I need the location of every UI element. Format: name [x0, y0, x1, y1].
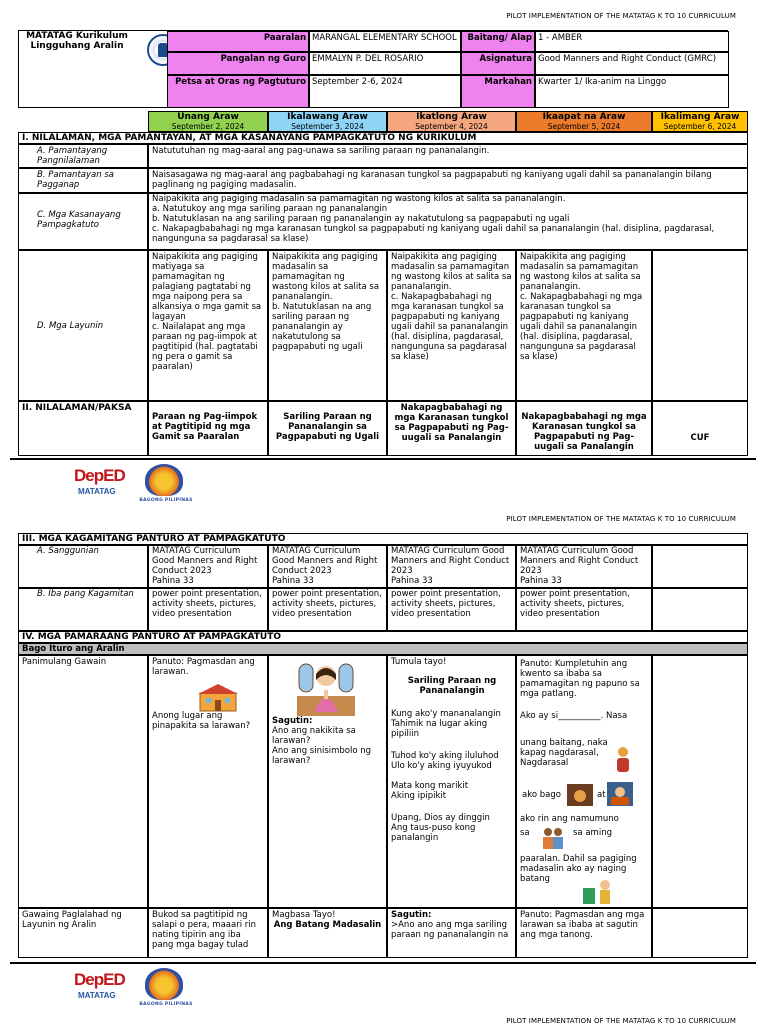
layunin-day-2: Naipakikita ang pagiging madasalin sa pamamagitan ng wastong kilos at salita sa pananalangin. b. Natutuklasan na ang sariling paraan ng pananalangin ay nakatutulong sa pagpapabuti ng ugali — [268, 250, 387, 401]
section-3-title: III. MGA KAGAMITANG PANTURO AT PAMPAGKATUTO — [18, 533, 748, 545]
petsa-value: September 2-6, 2024 — [309, 75, 461, 108]
page-1-divider — [10, 458, 756, 460]
day-date: September 5, 2024 — [547, 122, 621, 131]
panimulang-day-5 — [652, 655, 748, 908]
sagutin-label: Sagutin: — [391, 910, 432, 920]
guro-value: EMMALYN P. DEL ROSARIO — [309, 52, 461, 75]
tula-stanza-1: Kung ako'y mananalangin Tahimik na lugar aking pipiliin — [391, 709, 501, 739]
petsa-label: Petsa at Oras ng Pagtuturo — [167, 75, 309, 108]
kasanayan-line: a. Natutukoy ang mga sariling paraan ng pananalangin — [152, 204, 388, 214]
paksa-day-5: CUF — [652, 401, 748, 456]
kagamitan-day-4: power point presentation, activity sheets, pictures, video presentation — [516, 588, 652, 631]
school-building-icon — [197, 683, 239, 713]
sanggunian-day-4: MATATAG Curriculum Good Manners and Right Conduct 2023 Pahina 33 — [516, 545, 652, 588]
bagong-pilipinas-sun-icon — [145, 968, 183, 1000]
lesson-header — [18, 30, 728, 108]
sagutin-question: >Ano ano ang mga sariling paraan ng pananalangin na — [391, 920, 509, 940]
paaralan-label: Paaralan — [167, 31, 309, 52]
sanggunian-day-5 — [652, 545, 748, 588]
deped-wordmark: DepED — [74, 466, 125, 485]
panimulang-day-2 — [268, 655, 387, 908]
tanong-text: Anong lugar ang pinapakita sa larawan? — [152, 711, 251, 731]
kagamitan-day-3: power point presentation, activity sheets, pictures, video presentation — [387, 588, 516, 631]
asignatura-label: Asignatura — [461, 52, 535, 75]
layunin-day-1: Naipakikita ang pagiging matiyaga sa pamamagitan ng palagiang pagtatabi ng mga naipong pera sa alkansiya o mga gamit sa lagayan c. Nailalapat ang mga paraan ng pag-iimpok at pagtitipid (hal. pagtatabi ng pera o gamit sa paaralan) — [148, 250, 268, 401]
day-header-2 — [268, 111, 387, 132]
sanggunian-label: A. Sanggunian — [18, 545, 148, 588]
sanggunian-day-1: MATATAG Curriculum Good Manners and Right Conduct 2023 Pahina 33 — [148, 545, 268, 588]
panuto-text: Panuto: Pagmasdan ang larawan. — [152, 657, 255, 677]
day-name: Unang Araw — [177, 112, 239, 122]
kwento-line-4: ako rin ang namumuno — [520, 814, 619, 824]
section-2-title: II. NILALAMAN/PAKSA — [18, 401, 148, 456]
paksa-day-4: Nakapagbabahagi ng mga Karanasan tungkol sa Pagpapabuti ng Pag-uugali sa Panalangin — [516, 401, 652, 456]
layunin-day-4: Naipakikita ang pagiging madasalin sa pamamagitan ng wastong kilos at salita sa pananalangin. c. Nakapagbabahagi ng mga karanasan tungkol sa pagpapabuti ng kaniyang ugali dahil sa pananalangin (hal. disiplina, pagdarasal, nangunguna sa pagdarasal sa klase) — [516, 250, 652, 401]
panuto-text: Panuto: Kumpletuhin ang kwento sa ibaba sa pamamagitan ng papuno sa mga patlang. — [520, 659, 640, 699]
section-4-title: IV. MGA PAMARAANG PANTURO AT PAMPAGKATUTO — [18, 631, 748, 643]
panimulang-day-3 — [387, 655, 516, 908]
layunin-day-5 — [652, 250, 748, 401]
kasanayang-pampagkatuto-label: C. Mga Kasanayang Pampagkatuto — [18, 193, 148, 250]
kwento-line-2: unang baitang, naka kapag nagdarasal, Nagdarasal — [520, 738, 608, 768]
pamantayang-pangnilalaman-text: Natututuhan ng mag-aaral ang pag-unawa sa sariling paraan ng pananalangin. — [148, 144, 748, 168]
baitang-label: Baitang/ Alap — [461, 31, 535, 52]
kagamitan-day-2: power point presentation, activity sheets, pictures, video presentation — [268, 588, 387, 631]
paglalahad-day-3 — [387, 908, 516, 958]
kwento-at: at — [597, 790, 606, 800]
day-name: Ikalimang Araw — [660, 112, 740, 122]
gawaing-paglalahad-label: Gawaing Paglalahad ng Layunin ng Aralin — [18, 908, 148, 958]
kwento-ako-bago: ako bago — [522, 790, 561, 800]
matatag-wordmark: MATATAG — [78, 487, 116, 496]
tula-stanza-3: Mata kong marikit Aking ipipikit — [391, 781, 469, 801]
tula-intro: Tumula tayo! — [391, 657, 447, 667]
paglalahad-day-4: Panuto: Pagmasdan ang mga larawan sa ibaba at sagutin ang mga tanong. — [516, 908, 652, 958]
baitang-value: 1 - AMBER — [535, 31, 729, 52]
paaralan-value: MARANGAL ELEMENTARY SCHOOL — [309, 31, 461, 52]
paglalahad-day-5 — [652, 908, 748, 958]
tula-stanza-2: Tuhod ko'y aking iluluhod Ulo ko'y aking iyuyukod — [391, 751, 499, 771]
pamantayang-pangnilalaman-label: A. Pamantayang Pangnilalaman — [18, 144, 148, 168]
kasanayang-pampagkatuto-text — [148, 193, 748, 250]
tula-stanza-4: Upang, Dios ay dinggin Ang taus-puso kong panalangin — [391, 813, 490, 843]
day-name: Ikatlong Araw — [416, 112, 487, 122]
mga-layunin-label: D. Mga Layunin — [18, 250, 148, 401]
bago-ituro-bar: Bago Ituro ang Aralin — [18, 643, 748, 655]
bagong-pilipinas-sun-icon — [145, 464, 183, 496]
child-trash-bin-icon — [581, 878, 615, 906]
paksa-day-2: Sariling Paraan ng Pananalangin sa Pagpapabuti ng Ugali — [268, 401, 387, 456]
iba-pang-kagamitan-label: B. Iba pang Kagamitan — [18, 588, 148, 631]
pilot-implementation-text: PILOT IMPLEMENTATION OF THE MATATAG K TO 10 CURRICULUM — [506, 515, 736, 523]
layunin-day-3: Naipakikita ang pagiging madasalin sa pamamagitan ng wastong kilos at salita sa pananalangin. c. Nakapagbabahagi ng mga karanasan tungkol sa pagpapabuti ng kaniyang ugali dahil sa pananalangin (hal. disiplina, pagdarasal, nangunguna sa pagdarasal sa klase) — [387, 250, 516, 401]
kasanayan-line: c. Nakapagbabahagi ng mga karanasan tungkol sa pagpapabuti ng kaniyang ugali dahil sa pananalangin (hal. disiplina, pagdarasal, nangunguna sa pagdarasal sa klase) — [152, 224, 715, 244]
paksa-day-1: Paraan ng Pag-iimpok at Pagtitipid ng mga Gamit sa Paaralan — [148, 401, 268, 456]
class-prayer-icon — [541, 826, 565, 850]
kasanayan-line: b. Natutuklasan na ang sariling paraan ng pananalangin ay nakatutulong sa pagpapabuti ng ugali — [152, 214, 570, 224]
kagamitan-day-5 — [652, 588, 748, 631]
tula-title: Sariling Paraan ng Pananalangin — [407, 676, 497, 696]
bagong-pilipinas-logo — [131, 462, 201, 508]
pamantayan-sa-pagganap-text: Naisasagawa ng mag-aaral ang pagbabahagi ng karanasan tungkol sa pagpapabuti ng kaniyang ugali dahil sa pananalangin bilang paglinang ng pagiging madasalin. — [148, 168, 748, 193]
child-praying-small-icon — [613, 746, 633, 774]
deped-wordmark: DepED — [74, 970, 125, 989]
sanggunian-day-2: MATATAG Curriculum Good Manners and Right Conduct 2023 Pahina 33 — [268, 545, 387, 588]
day-header-5 — [652, 111, 748, 132]
matatag-wordmark: MATATAG — [78, 991, 116, 1000]
paglalahad-day-1: Bukod sa pagtitipid ng salapi o pera, maaari rin nating tipirin ang iba pang mga bagay tulad — [148, 908, 268, 958]
kwento-line-6: paaralan. Dahil sa pagiging madasalin ako ay naging batang — [520, 854, 637, 884]
day-date: September 4, 2024 — [415, 122, 488, 131]
day-date: September 2, 2024 — [171, 122, 245, 131]
section-1-title: I. NILALAMAN, MGA PAMANTAYAN, AT MGA KASANAYANG PAMPAGKATUTO NG KURIKULUM — [18, 132, 748, 144]
panimulang-gawain-label: Panimulang Gawain — [18, 655, 148, 908]
page-2-divider — [10, 962, 756, 964]
day-header-3 — [387, 111, 516, 132]
asignatura-value: Good Manners and Right Conduct (GMRC) — [535, 52, 729, 75]
pilot-implementation-text: PILOT IMPLEMENTATION OF THE MATATAG K TO 10 CURRICULUM — [506, 12, 736, 20]
panimulang-day-1 — [148, 655, 268, 908]
paksa-day-3: Nakapagbabahagi ng mga Karanasan tungkol sa Pagpapabuti ng Pag-uugali sa Panalangin — [387, 401, 516, 456]
bagong-pilipinas-text: BAGONG PILIPINAS — [139, 498, 193, 503]
kwento-sa-aming: sa aming — [573, 828, 612, 838]
praying-child-icon — [297, 660, 355, 716]
batang-madasalin-title: Ang Batang Madasalin — [273, 920, 382, 930]
magbasa-tayo-text: Magbasa Tayo! — [272, 910, 336, 920]
kasanayan-line: Naipakikita ang pagiging madasalin sa pamamagitan ng wastong kilos at salita sa pananalangin. — [152, 194, 566, 204]
panimulang-day-4 — [516, 655, 652, 908]
day-name: Ikaapat na Araw — [542, 112, 626, 122]
bagong-pilipinas-text: BAGONG PILIPINAS — [139, 1002, 193, 1007]
day-name: Ikalawang Araw — [287, 112, 368, 122]
kagamitan-day-1: power point presentation, activity sheets, pictures, video presentation — [148, 588, 268, 631]
paglalahad-day-2 — [268, 908, 387, 958]
sagutin-label: Sagutin: — [272, 716, 313, 726]
bagong-pilipinas-logo — [131, 966, 201, 1012]
day-header-4 — [516, 111, 652, 132]
sagutin-questions: Ano ang nakikita sa larawan? Ano ang sinisimbolo ng larawan? — [272, 726, 372, 766]
guro-label: Pangalan ng Guro — [167, 52, 309, 75]
bedtime-picture-icon — [607, 782, 633, 806]
day-date: September 6, 2024 — [663, 122, 737, 131]
markahan-label: Markahan — [461, 75, 535, 108]
markahan-value: Kwarter 1/ Ika-anim na Linggo — [535, 75, 729, 108]
pilot-implementation-text: PILOT IMPLEMENTATION OF THE MATATAG K TO 10 CURRICULUM — [506, 1017, 736, 1025]
pamantayan-sa-pagganap-label: B. Pamantayan sa Pagganap — [18, 168, 148, 193]
day-header-1 — [148, 111, 268, 132]
sanggunian-day-3: MATATAG Curriculum Good Manners and Right Conduct 2023 Pahina 33 — [387, 545, 516, 588]
kwento-sa: sa — [520, 828, 530, 838]
kwento-line-1: Ako ay si__________. Nasa — [520, 711, 628, 721]
day-date: September 3, 2024 — [291, 122, 364, 131]
meal-picture-icon — [567, 784, 593, 806]
lesson-plan-title: MATATAG Kurikulum Lingguhang Aralin — [26, 31, 128, 51]
